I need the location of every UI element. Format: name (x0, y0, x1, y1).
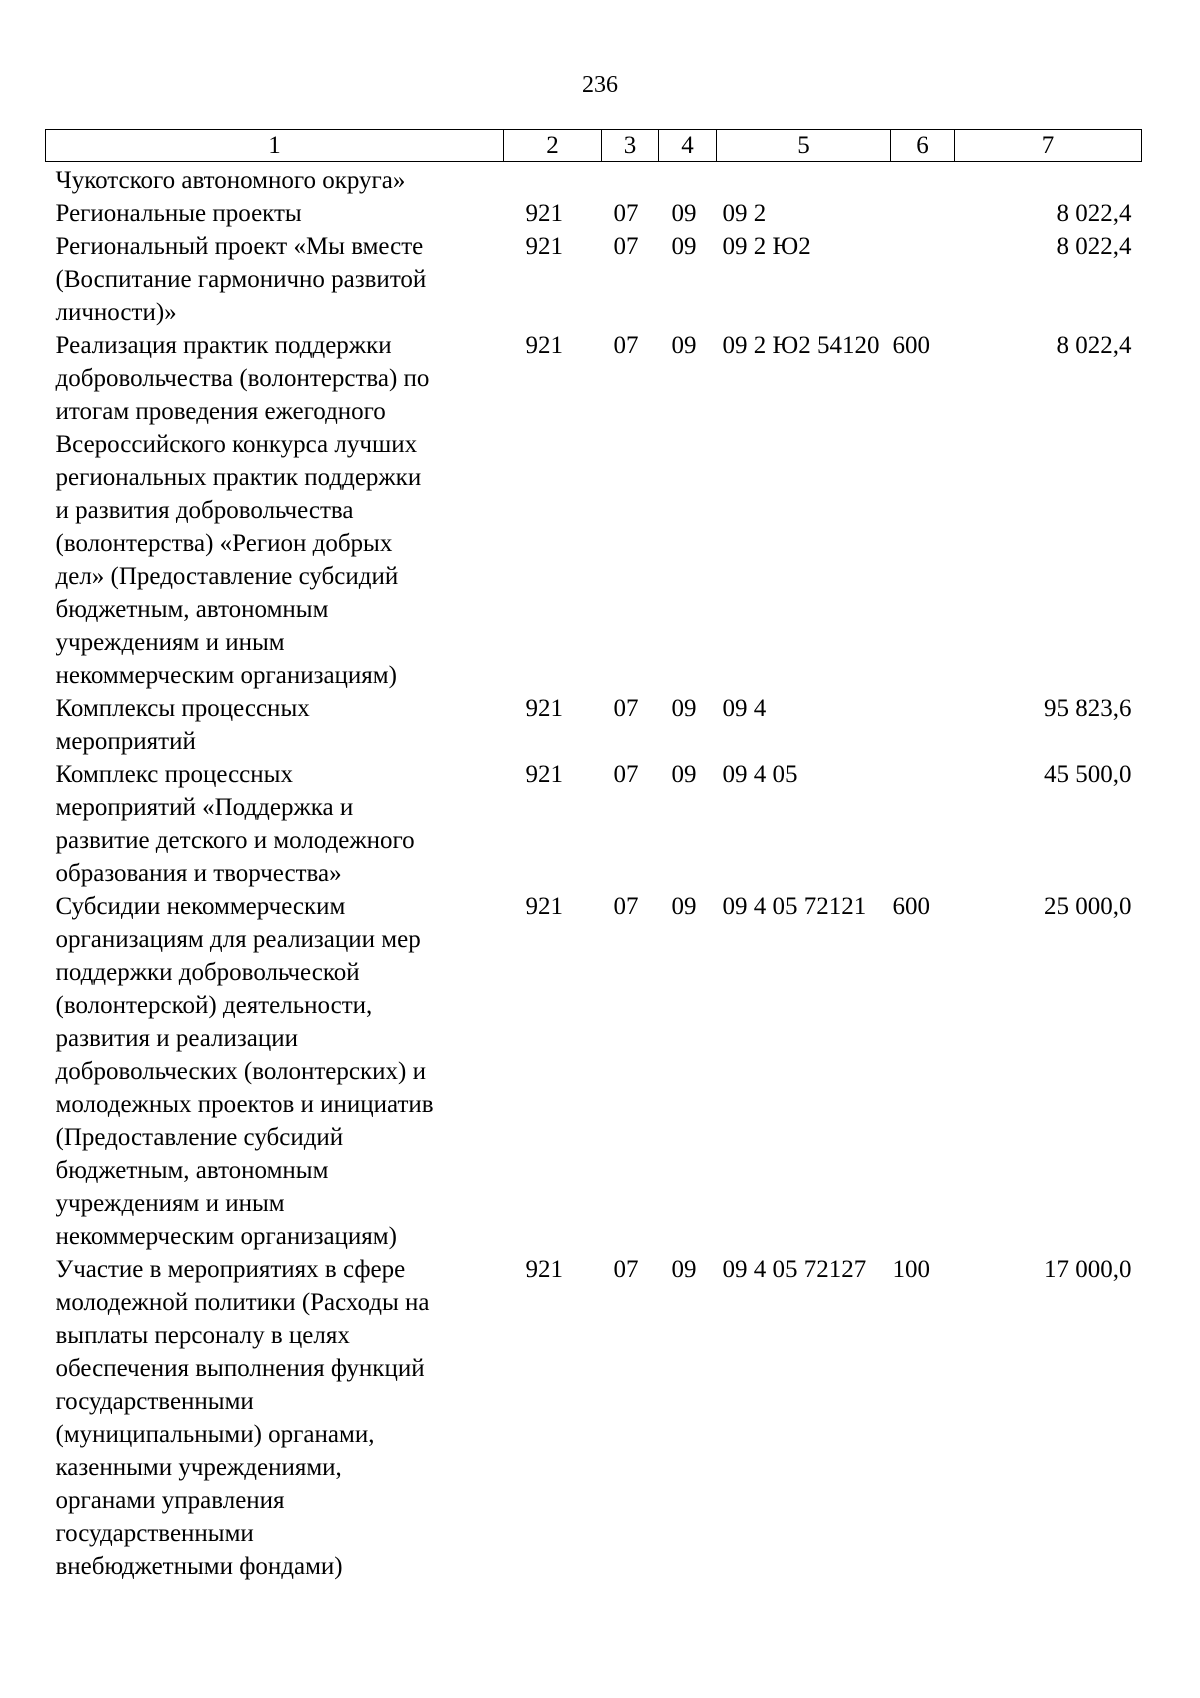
row-expense-type (891, 692, 955, 758)
row-subsection: 09 (671, 200, 697, 227)
table-row (46, 162, 1142, 198)
row-target-article: 09 4 (722, 695, 767, 722)
row-expense-type: 600 (892, 893, 930, 920)
row-subsection: 09 (671, 761, 697, 788)
row-section: 07 (613, 200, 639, 227)
row-section: 07 (613, 1256, 639, 1283)
row-section (602, 162, 659, 198)
header-col-3: 3 (602, 130, 659, 162)
row-name: Комплексы процессных мероприятий (55, 695, 310, 755)
table-row (46, 1253, 1142, 1583)
header-col-2: 2 (504, 130, 602, 162)
table-row (46, 197, 1142, 230)
row-expense-type: 100 (892, 1256, 930, 1283)
row-expense-type (891, 197, 955, 230)
table-body (46, 162, 1142, 1584)
row-admin-code: 921 (525, 761, 563, 788)
header-col-6: 6 (891, 130, 955, 162)
row-name: Комплекс процессных мероприятий «Поддержка и развитие детского и молодежного образования и творчества» (55, 761, 415, 887)
row-amount (955, 162, 1142, 198)
row-amount: 8 022,4 (1056, 200, 1132, 227)
row-section: 07 (613, 233, 639, 260)
budget-table (45, 129, 1142, 1583)
row-name: Субсидии некоммерческим организациям для реализации мер поддержки добровольческой (волонтерской) деятельности, развития и реализации добровольческих (волонтерских) и молодежных проектов и инициатив (Предоставление субсидий бюджетным, автономным учреждениям и иным некоммерческим организациям) (55, 893, 434, 1250)
row-name: Участие в мероприятиях в сфере молодежной политики (Расходы на выплаты персоналу в целях обеспечения выполнения функций государственными (муниципальными) органами, казенными учреждениями, органами управления государственными внебюджетными фондами) (55, 1256, 430, 1580)
row-subsection: 09 (671, 695, 697, 722)
row-target-article: 09 2 Ю2 54120 (722, 332, 880, 359)
row-subsection (659, 162, 717, 198)
row-name: Региональные проекты (55, 200, 302, 227)
table-row (46, 692, 1142, 758)
row-admin-code (504, 162, 602, 198)
row-section: 07 (613, 761, 639, 788)
row-amount: 8 022,4 (1056, 233, 1132, 260)
row-amount: 17 000,0 (1044, 1256, 1132, 1283)
row-admin-code: 921 (525, 332, 563, 359)
header-col-1: 1 (46, 130, 504, 162)
row-expense-type: 600 (892, 332, 930, 359)
row-subsection: 09 (671, 1256, 697, 1283)
row-name: Реализация практик поддержки добровольчества (волонтерства) по итогам проведения ежегодного Всероссийского конкурса лучших региональных практик поддержки и развития добровольчества (волонтерства) «Регион добрых дел» (Предоставление субсидий бюджетным, автономным учреждениям и иным некоммерческим организациям) (55, 332, 430, 689)
row-amount: 45 500,0 (1044, 761, 1132, 788)
table-header (46, 130, 1142, 162)
row-subsection: 09 (671, 233, 697, 260)
row-admin-code: 921 (525, 200, 563, 227)
row-amount: 8 022,4 (1056, 332, 1132, 359)
row-target-article: 09 2 Ю2 (722, 233, 811, 260)
row-target-article: 09 2 (722, 200, 767, 227)
row-section: 07 (613, 695, 639, 722)
row-section: 07 (613, 332, 639, 359)
row-section: 07 (613, 893, 639, 920)
row-target-article: 09 4 05 72121 (722, 893, 867, 920)
page-number: 236 (582, 72, 618, 98)
row-name: Региональный проект «Мы вместе (Воспитание гармонично развитой личности)» (55, 233, 427, 326)
header-col-5: 5 (717, 130, 891, 162)
row-expense-type (891, 758, 955, 890)
row-expense-type (891, 230, 955, 329)
row-admin-code: 921 (525, 893, 563, 920)
table-row (46, 230, 1142, 329)
row-admin-code: 921 (525, 1256, 563, 1283)
row-target-article: 09 4 05 72127 (722, 1256, 867, 1283)
row-target-article (717, 162, 891, 198)
row-admin-code: 921 (525, 695, 563, 722)
header-col-4: 4 (659, 130, 717, 162)
table-row (46, 890, 1142, 1253)
header-col-7: 7 (955, 130, 1142, 162)
row-expense-type (891, 162, 955, 198)
header-row (46, 130, 1142, 162)
row-amount: 95 823,6 (1044, 695, 1132, 722)
row-amount: 25 000,0 (1044, 893, 1132, 920)
row-subsection: 09 (671, 332, 697, 359)
row-admin-code: 921 (525, 233, 563, 260)
table-row (46, 758, 1142, 890)
row-name: Чукотского автономного округа» (55, 167, 406, 194)
row-subsection: 09 (671, 893, 697, 920)
row-target-article: 09 4 05 (722, 761, 798, 788)
table-row (46, 329, 1142, 692)
